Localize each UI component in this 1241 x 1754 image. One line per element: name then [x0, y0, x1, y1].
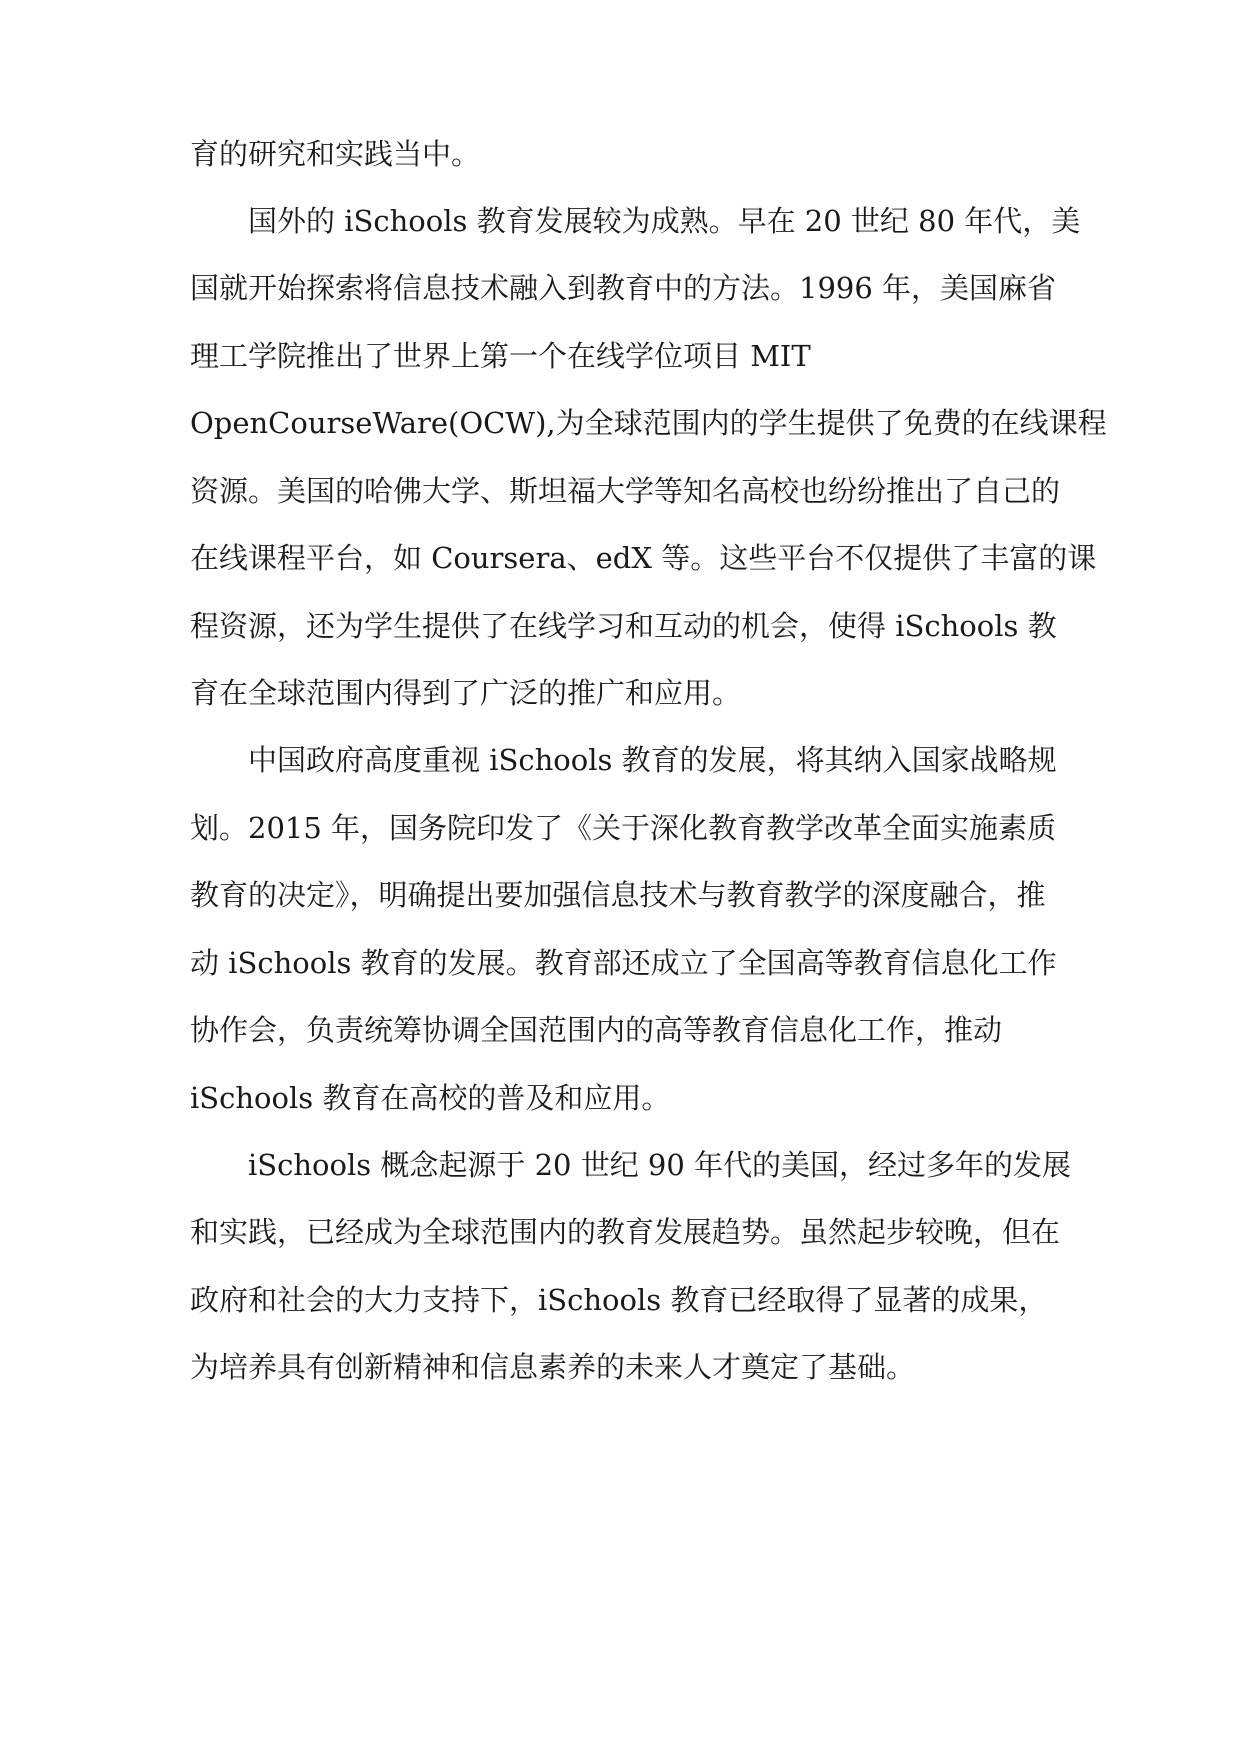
text-line: 划。2015 年，国务院印发了《关于深化教育教学改革全面实施素质 — [190, 811, 1057, 845]
paragraph-start-line: 中国政府高度重视 iSchools 教育的发展，将其纳入国家战略规 — [248, 743, 1057, 777]
text-line: 政府和社会的大力支持下，iSchools 教育已经取得了显著的成果， — [190, 1283, 1048, 1317]
text-line: 协作会，负责统筹协调全国范围内的高等教育信息化工作，推动 — [190, 1013, 1003, 1047]
paragraph-start-line: 国外的 iSchools 教育发展较为成熟。早在 20 世纪 80 年代，美 — [248, 204, 1081, 238]
text-line: iSchools 教育在高校的普及和应用。 — [190, 1081, 671, 1115]
text-line: 理工学院推出了世界上第一个在线学位项目 MIT — [190, 339, 811, 373]
text-line: 在线课程平台，如 Coursera、edX 等。这些平台不仅提供了丰富的课 — [190, 541, 1097, 575]
text-line: 育在全球范围内得到了广泛的推广和应用。 — [190, 676, 742, 710]
text-line: 育的研究和实践当中。 — [190, 137, 481, 171]
text-line: 和实践，已经成为全球范围内的教育发展趋势。虽然起步较晚，但在 — [190, 1215, 1061, 1249]
text-line: 教育的决定》，明确提出要加强信息技术与教育教学的深度融合，推 — [190, 878, 1046, 912]
text-line: OpenCourseWare(OCW),为全球范围内的学生提供了免费的在线课程 — [190, 406, 1107, 440]
text-line: 动 iSchools 教育的发展。教育部还成立了全国高等教育信息化工作 — [190, 946, 1057, 980]
paragraph-start-line: iSchools 概念起源于 20 世纪 90 年代的美国，经过多年的发展 — [248, 1148, 1072, 1182]
text-line: 资源。美国的哈佛大学、斯坦福大学等知名高校也纷纷推出了自己的 — [190, 474, 1061, 508]
text-line: 为培养具有创新精神和信息素养的未来人才奠定了基础。 — [190, 1350, 916, 1384]
text-line: 程资源，还为学生提供了在线学习和互动的机会，使得 iSchools 教 — [190, 609, 1057, 643]
text-line: 国就开始探索将信息技术融入到教育中的方法。1996 年，美国麻省 — [190, 271, 1057, 305]
